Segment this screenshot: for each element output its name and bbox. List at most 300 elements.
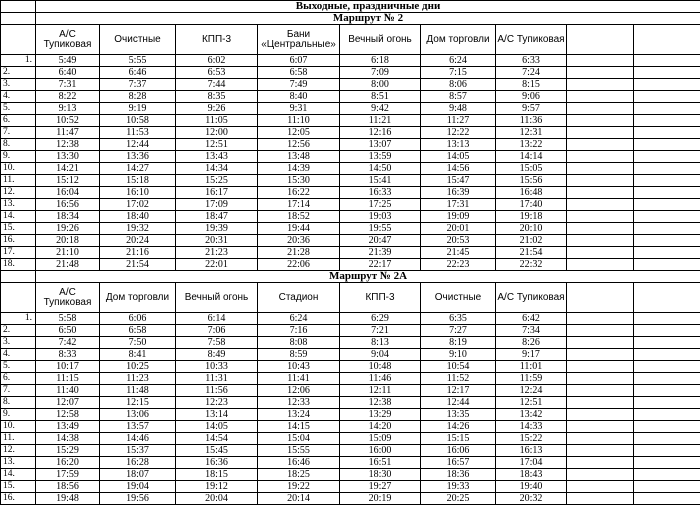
trip-number: 13. — [1, 457, 36, 469]
departure-time: 6:06 — [100, 313, 176, 325]
departure-time: 12:17 — [421, 385, 496, 397]
departure-time: 7:06 — [176, 325, 258, 337]
departure-time: 16:10 — [100, 187, 176, 199]
departure-time: 15:45 — [176, 445, 258, 457]
empty-cell — [567, 373, 634, 385]
departure-time: 14:05 — [421, 151, 496, 163]
departure-time: 21:48 — [36, 259, 100, 271]
departure-time: 12:23 — [176, 397, 258, 409]
departure-time: 15:18 — [100, 175, 176, 187]
departure-time: 18:30 — [340, 469, 421, 481]
departure-time: 13:13 — [421, 139, 496, 151]
departure-time: 8:59 — [258, 349, 340, 361]
departure-time: 8:40 — [258, 91, 340, 103]
departure-time: 14:33 — [496, 421, 567, 433]
departure-time: 11:52 — [421, 373, 496, 385]
trip-number: 18. — [1, 259, 36, 271]
departure-time: 6:18 — [340, 55, 421, 67]
table-row — [1, 127, 700, 139]
departure-time: 15:29 — [36, 445, 100, 457]
table-row — [1, 337, 700, 349]
empty-cell — [567, 151, 634, 163]
stop-header: Вечный огонь — [176, 283, 258, 313]
trip-number: 17. — [1, 247, 36, 259]
departure-time: 10:54 — [421, 361, 496, 373]
empty-cell — [634, 409, 700, 421]
table-row — [1, 385, 700, 397]
departure-time: 16:22 — [258, 187, 340, 199]
table-row — [1, 445, 700, 457]
departure-time: 21:54 — [496, 247, 567, 259]
empty-cell — [634, 457, 700, 469]
departure-time: 18:25 — [258, 469, 340, 481]
trip-number: 9. — [1, 409, 36, 421]
departure-time: 13:06 — [100, 409, 176, 421]
trip-number: 13. — [1, 199, 36, 211]
stop-header: А/С Тупиковая — [496, 283, 567, 313]
departure-time: 15:47 — [421, 175, 496, 187]
departure-time: 8:51 — [340, 91, 421, 103]
empty-cell — [567, 175, 634, 187]
empty-cell — [634, 127, 700, 139]
departure-time: 18:34 — [36, 211, 100, 223]
empty-cell — [634, 313, 700, 325]
departure-time: 6:07 — [258, 55, 340, 67]
empty-cell — [634, 385, 700, 397]
table-row — [1, 139, 700, 151]
empty-cell — [634, 433, 700, 445]
departure-time: 12:56 — [258, 139, 340, 151]
departure-time: 18:56 — [36, 481, 100, 493]
departure-time: 21:23 — [176, 247, 258, 259]
departure-time: 13:29 — [340, 409, 421, 421]
departure-time: 18:15 — [176, 469, 258, 481]
departure-time: 11:47 — [36, 127, 100, 139]
departure-time: 14:39 — [258, 163, 340, 175]
departure-time: 17:40 — [496, 199, 567, 211]
departure-time: 14:50 — [340, 163, 421, 175]
table-row — [1, 223, 700, 235]
departure-time: 14:56 — [421, 163, 496, 175]
departure-time: 20:53 — [421, 235, 496, 247]
departure-time: 14:38 — [36, 433, 100, 445]
trip-number: 12. — [1, 187, 36, 199]
departure-time: 20:14 — [258, 493, 340, 505]
departure-time: 12:07 — [36, 397, 100, 409]
departure-time: 8:41 — [100, 349, 176, 361]
index-column-blank — [1, 13, 36, 25]
trip-number: 7. — [1, 385, 36, 397]
index-header-blank — [1, 283, 36, 313]
empty-cell — [567, 223, 634, 235]
departure-time: 15:41 — [340, 175, 421, 187]
stop-header: Очистные — [100, 25, 176, 55]
departure-time: 11:31 — [176, 373, 258, 385]
trip-number: 9. — [1, 151, 36, 163]
departure-time: 16:04 — [36, 187, 100, 199]
departure-time: 11:21 — [340, 115, 421, 127]
route-title: Маршрут № 2 — [36, 13, 700, 25]
table-row — [1, 421, 700, 433]
departure-time: 19:56 — [100, 493, 176, 505]
departure-time: 18:47 — [176, 211, 258, 223]
departure-time: 6:35 — [421, 313, 496, 325]
departure-time: 12:31 — [496, 127, 567, 139]
departure-time: 5:55 — [100, 55, 176, 67]
departure-time: 8:08 — [258, 337, 340, 349]
departure-time: 13:30 — [36, 151, 100, 163]
table-row — [1, 247, 700, 259]
departure-time: 9:57 — [496, 103, 567, 115]
trip-number: 2. — [1, 67, 36, 79]
trip-number: 10. — [1, 421, 36, 433]
departure-time: 9:04 — [340, 349, 421, 361]
table-row — [1, 163, 700, 175]
stop-header: КПП-3 — [340, 283, 421, 313]
trip-number: 8. — [1, 397, 36, 409]
departure-time: 13:24 — [258, 409, 340, 421]
departure-time: 17:02 — [100, 199, 176, 211]
departure-time: 18:43 — [496, 469, 567, 481]
departure-time: 19:03 — [340, 211, 421, 223]
departure-time: 13:07 — [340, 139, 421, 151]
departure-time: 6:14 — [176, 313, 258, 325]
trip-number: 3. — [1, 79, 36, 91]
empty-cell — [634, 349, 700, 361]
table-row — [1, 115, 700, 127]
departure-time: 10:48 — [340, 361, 421, 373]
departure-time: 20:18 — [36, 235, 100, 247]
departure-time: 9:13 — [36, 103, 100, 115]
departure-time: 12:06 — [258, 385, 340, 397]
empty-cell — [634, 211, 700, 223]
departure-time: 19:22 — [258, 481, 340, 493]
departure-time: 9:10 — [421, 349, 496, 361]
departure-time: 16:28 — [100, 457, 176, 469]
departure-time: 16:48 — [496, 187, 567, 199]
trip-number: 16. — [1, 493, 36, 505]
departure-time: 11:59 — [496, 373, 567, 385]
empty-cell — [634, 79, 700, 91]
empty-cell — [567, 67, 634, 79]
departure-time: 13:22 — [496, 139, 567, 151]
departure-time: 16:51 — [340, 457, 421, 469]
empty-cell — [567, 493, 634, 505]
departure-time: 12:51 — [176, 139, 258, 151]
departure-time: 13:49 — [36, 421, 100, 433]
departure-time: 21:28 — [258, 247, 340, 259]
departure-time: 13:59 — [340, 151, 421, 163]
departure-time: 8:57 — [421, 91, 496, 103]
departure-time: 12:58 — [36, 409, 100, 421]
table-row — [1, 349, 700, 361]
empty-cell — [567, 25, 634, 55]
empty-cell — [634, 91, 700, 103]
departure-time: 16:36 — [176, 457, 258, 469]
empty-cell — [634, 223, 700, 235]
empty-cell — [634, 361, 700, 373]
departure-time: 15:15 — [421, 433, 496, 445]
departure-time: 7:58 — [176, 337, 258, 349]
departure-time: 10:17 — [36, 361, 100, 373]
trip-number: 5. — [1, 361, 36, 373]
table-row — [1, 91, 700, 103]
departure-time: 10:43 — [258, 361, 340, 373]
empty-cell — [567, 349, 634, 361]
table-row — [1, 481, 700, 493]
departure-time: 7:49 — [258, 79, 340, 91]
trip-number: 15. — [1, 481, 36, 493]
empty-cell — [567, 457, 634, 469]
table-row — [1, 67, 700, 79]
departure-time: 6:58 — [100, 325, 176, 337]
table-row — [1, 397, 700, 409]
empty-cell — [567, 199, 634, 211]
empty-cell — [634, 151, 700, 163]
trip-number: 11. — [1, 433, 36, 445]
departure-time: 7:27 — [421, 325, 496, 337]
departure-time: 7:42 — [36, 337, 100, 349]
departure-time: 19:12 — [176, 481, 258, 493]
departure-time: 14:05 — [176, 421, 258, 433]
departure-time: 8:28 — [100, 91, 176, 103]
table-row — [1, 493, 700, 505]
departure-time: 22:23 — [421, 259, 496, 271]
departure-time: 16:57 — [421, 457, 496, 469]
departure-time: 9:17 — [496, 349, 567, 361]
trip-number: 8. — [1, 139, 36, 151]
departure-time: 7:16 — [258, 325, 340, 337]
departure-time: 6:24 — [421, 55, 496, 67]
departure-time: 17:59 — [36, 469, 100, 481]
departure-time: 6:24 — [258, 313, 340, 325]
stop-header: Вечный огонь — [340, 25, 421, 55]
empty-cell — [634, 25, 700, 55]
departure-time: 18:52 — [258, 211, 340, 223]
departure-time: 20:10 — [496, 223, 567, 235]
trip-number: 14. — [1, 211, 36, 223]
stop-header: КПП-3 — [176, 25, 258, 55]
departure-time: 11:46 — [340, 373, 421, 385]
empty-cell — [567, 103, 634, 115]
departure-time: 14:34 — [176, 163, 258, 175]
empty-cell — [567, 397, 634, 409]
departure-time: 12:16 — [340, 127, 421, 139]
departure-time: 9:19 — [100, 103, 176, 115]
departure-time: 15:37 — [100, 445, 176, 457]
empty-cell — [567, 481, 634, 493]
departure-time: 13:35 — [421, 409, 496, 421]
departure-time: 17:09 — [176, 199, 258, 211]
departure-time: 13:57 — [100, 421, 176, 433]
table-row — [1, 199, 700, 211]
empty-cell — [567, 325, 634, 337]
departure-time: 6:42 — [496, 313, 567, 325]
departure-time: 11:15 — [36, 373, 100, 385]
departure-time: 13:48 — [258, 151, 340, 163]
departure-time: 11:48 — [100, 385, 176, 397]
departure-time: 13:43 — [176, 151, 258, 163]
table-row — [1, 79, 700, 91]
departure-time: 12:05 — [258, 127, 340, 139]
empty-cell — [634, 187, 700, 199]
departure-time: 14:27 — [100, 163, 176, 175]
departure-time: 19:44 — [258, 223, 340, 235]
table-row — [1, 211, 700, 223]
departure-time: 7:24 — [496, 67, 567, 79]
departure-time: 13:42 — [496, 409, 567, 421]
departure-time: 18:36 — [421, 469, 496, 481]
departure-time: 15:04 — [258, 433, 340, 445]
departure-time: 8:35 — [176, 91, 258, 103]
table-row — [1, 175, 700, 187]
departure-time: 20:01 — [421, 223, 496, 235]
empty-cell — [567, 79, 634, 91]
trip-number: 5. — [1, 103, 36, 115]
departure-time: 11:40 — [36, 385, 100, 397]
empty-cell — [567, 163, 634, 175]
departure-time: 9:48 — [421, 103, 496, 115]
departure-time: 5:58 — [36, 313, 100, 325]
departure-time: 19:55 — [340, 223, 421, 235]
departure-time: 12:51 — [496, 397, 567, 409]
empty-cell — [634, 235, 700, 247]
departure-time: 19:48 — [36, 493, 100, 505]
departure-time: 16:06 — [421, 445, 496, 457]
departure-time: 12:44 — [100, 139, 176, 151]
departure-time: 14:21 — [36, 163, 100, 175]
departure-time: 12:11 — [340, 385, 421, 397]
departure-time: 22:01 — [176, 259, 258, 271]
stop-header: А/С Тупиковая — [36, 283, 100, 313]
empty-cell — [567, 445, 634, 457]
departure-time: 15:09 — [340, 433, 421, 445]
departure-time: 7:31 — [36, 79, 100, 91]
stop-header: Бани «Центральные» — [258, 25, 340, 55]
departure-time: 22:06 — [258, 259, 340, 271]
empty-cell — [567, 433, 634, 445]
sheet-title: Выходные, праздничные дни — [36, 1, 700, 13]
empty-cell — [634, 103, 700, 115]
departure-time: 16:46 — [258, 457, 340, 469]
empty-cell — [634, 199, 700, 211]
empty-cell — [567, 337, 634, 349]
empty-cell — [634, 247, 700, 259]
departure-time: 18:40 — [100, 211, 176, 223]
departure-time: 6:50 — [36, 325, 100, 337]
departure-time: 21:02 — [496, 235, 567, 247]
departure-time: 9:31 — [258, 103, 340, 115]
departure-time: 20:24 — [100, 235, 176, 247]
empty-cell — [634, 337, 700, 349]
departure-time: 13:14 — [176, 409, 258, 421]
departure-time: 12:24 — [496, 385, 567, 397]
departure-time: 19:27 — [340, 481, 421, 493]
empty-cell — [634, 55, 700, 67]
empty-cell — [634, 421, 700, 433]
departure-time: 10:58 — [100, 115, 176, 127]
empty-cell — [567, 361, 634, 373]
departure-time: 11:53 — [100, 127, 176, 139]
departure-time: 11:05 — [176, 115, 258, 127]
departure-time: 8:26 — [496, 337, 567, 349]
table-row — [1, 151, 700, 163]
empty-cell — [567, 421, 634, 433]
departure-time: 9:26 — [176, 103, 258, 115]
departure-time: 15:30 — [258, 175, 340, 187]
stop-header: А/С Тупиковая — [36, 25, 100, 55]
departure-time: 16:20 — [36, 457, 100, 469]
departure-time: 9:06 — [496, 91, 567, 103]
table-row — [1, 325, 700, 337]
empty-cell — [634, 493, 700, 505]
departure-time: 20:36 — [258, 235, 340, 247]
empty-cell — [567, 127, 634, 139]
departure-time: 11:27 — [421, 115, 496, 127]
stop-header: Стадион — [258, 283, 340, 313]
departure-time: 8:22 — [36, 91, 100, 103]
departure-time: 12:38 — [36, 139, 100, 151]
departure-time: 8:15 — [496, 79, 567, 91]
departure-time: 7:15 — [421, 67, 496, 79]
empty-cell — [634, 481, 700, 493]
departure-time: 16:39 — [421, 187, 496, 199]
departure-time: 20:32 — [496, 493, 567, 505]
departure-time: 6:02 — [176, 55, 258, 67]
departure-time: 6:53 — [176, 67, 258, 79]
departure-time: 21:45 — [421, 247, 496, 259]
trip-number: 15. — [1, 223, 36, 235]
empty-cell — [634, 373, 700, 385]
departure-time: 17:14 — [258, 199, 340, 211]
departure-time: 12:22 — [421, 127, 496, 139]
table-row — [1, 55, 700, 67]
departure-time: 15:55 — [258, 445, 340, 457]
departure-time: 6:46 — [100, 67, 176, 79]
departure-time: 11:23 — [100, 373, 176, 385]
table-row — [1, 235, 700, 247]
departure-time: 10:33 — [176, 361, 258, 373]
trip-number: 1. — [1, 313, 36, 325]
departure-time: 12:33 — [258, 397, 340, 409]
departure-time: 8:33 — [36, 349, 100, 361]
departure-time: 11:56 — [176, 385, 258, 397]
departure-time: 7:44 — [176, 79, 258, 91]
departure-time: 15:22 — [496, 433, 567, 445]
departure-time: 17:31 — [421, 199, 496, 211]
empty-cell — [634, 67, 700, 79]
empty-cell — [567, 187, 634, 199]
stop-header: Очистные — [421, 283, 496, 313]
departure-time: 20:47 — [340, 235, 421, 247]
departure-time: 15:56 — [496, 175, 567, 187]
departure-time: 21:16 — [100, 247, 176, 259]
empty-cell — [567, 283, 634, 313]
departure-time: 6:33 — [496, 55, 567, 67]
empty-cell — [634, 397, 700, 409]
departure-time: 8:13 — [340, 337, 421, 349]
empty-cell — [634, 445, 700, 457]
departure-time: 11:36 — [496, 115, 567, 127]
table-row — [1, 103, 700, 115]
departure-time: 18:07 — [100, 469, 176, 481]
departure-time: 10:25 — [100, 361, 176, 373]
empty-cell — [567, 247, 634, 259]
departure-time: 14:46 — [100, 433, 176, 445]
departure-time: 19:09 — [421, 211, 496, 223]
departure-time: 17:04 — [496, 457, 567, 469]
departure-time: 14:54 — [176, 433, 258, 445]
